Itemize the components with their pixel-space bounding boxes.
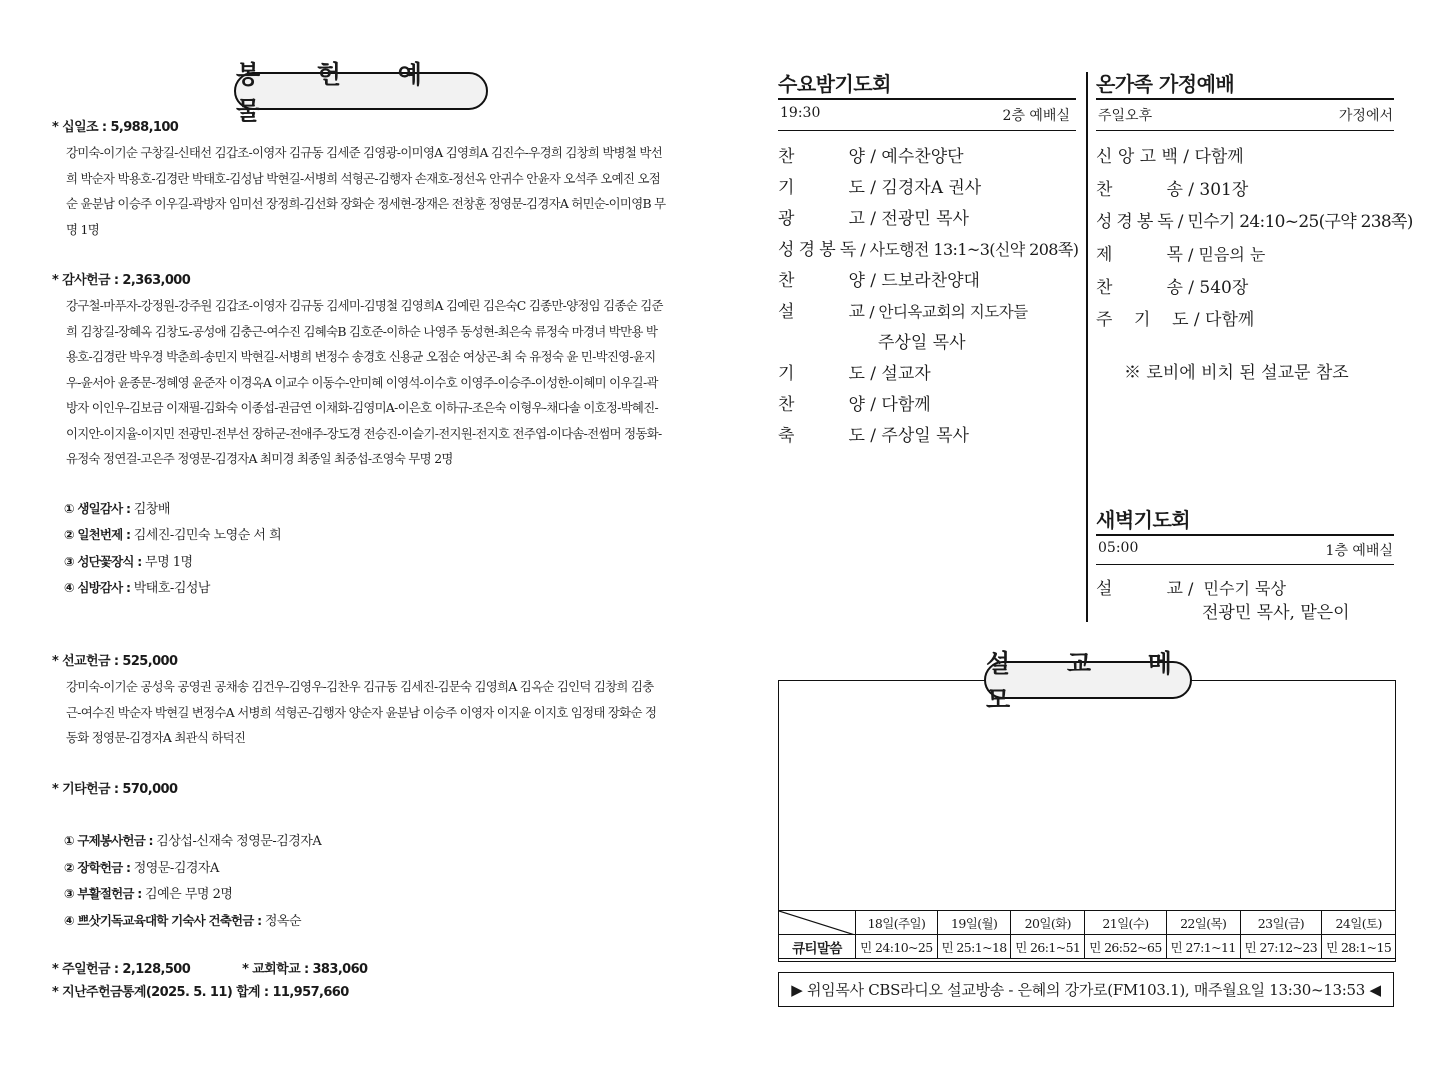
divider	[778, 130, 1076, 131]
weekly-total: * 지난주헌금통계(2025. 5. 11) 합계 : 11,957,660	[52, 985, 349, 1000]
totals-section	[52, 958, 368, 1004]
qt-verse: 민 25:1~18	[937, 935, 1011, 959]
divider	[1096, 130, 1394, 131]
order-row: 기 도 / 설교자	[778, 364, 931, 384]
tithe-title: * 십일조 : 5,988,100	[52, 120, 179, 135]
qt-verse: 민 24:10~25	[856, 935, 938, 959]
order-row: 주 기 도 / 다함께	[1096, 310, 1255, 330]
other-title: * 기타헌금 : 570,000	[52, 782, 178, 797]
wednesday-title: 수요밤기도회	[778, 72, 891, 96]
thanks-title: * 감사헌금 : 2,363,000	[52, 273, 191, 288]
other-subitem: ① 구제봉사헌금 : 김상섭-신재숙 정영문-김경자A	[64, 833, 322, 849]
divider	[1096, 534, 1394, 536]
thanks-subitem: ④ 심방감사 : 박태호-김성남	[64, 580, 210, 596]
qt-label: 큐티말씀	[779, 935, 856, 959]
order-row: 찬 송 / 540장	[1096, 278, 1249, 298]
qt-verse: 민 26:1~51	[1011, 935, 1085, 959]
mission-section	[52, 652, 666, 751]
order-row: 설 교 / 안디옥교회의 지도자들	[778, 302, 1028, 322]
other-subitem: ④ 쁘삿기독교육대학 기숙사 건축헌금 : 정옥순	[64, 912, 302, 929]
qt-day: 18일(주일)	[856, 911, 938, 935]
mission-title: * 선교헌금 : 525,000	[52, 654, 178, 669]
thanks-names: 강구철-마푸자-강정원-강주원 김갑조-이영자 김규동 김세미-김명철 김영희A 김예린 김은숙C 김종만-양정임 김종순 김준희 김창길-장혜옥 김창도-공성애 김충근-여수진 김혜숙B 김호준-이하순 나영주 동성현-최은숙 류정숙 마경녀 박만용 박용호-김경란 박우경 박춘희-송민지 박현길-서병희 변정수 송경호 신용균 오점순 여상곤-최 숙 유정숙 윤 민-박진영-윤지우-윤서아 윤종문-정혜영 윤준자 이경옥A 이교수 이동수-안미혜 이영석-이수호 이영주-이승주-이성한-이혜미 이우길-곽방자 이인우-김보금 이재필-김화숙 이종섭-권금연 이채화-김영미A-이은호 이하규-조은숙 이형우-채다솔 이호정-박혜진-이지안-이지율-이지민 전광민-전부선 장하군-전애주-장도경 전승진-이슬기-전지원-전지호 전주엽-이다솜-전썸머 정동화-유정숙 정연걸-고은주 정영문-김경자A 최미경 최종일 최중섭-조영숙 무명 2명	[66, 298, 663, 466]
other-section	[52, 780, 321, 934]
order-row: 찬 양 / 드보라찬양대	[778, 271, 980, 291]
qt-day: 22일(목)	[1166, 911, 1240, 935]
qt-corner-cell	[779, 911, 856, 935]
other-subitem: ③ 부활절헌금 : 김예은 무명 2명	[64, 886, 233, 902]
dawn-place: 1층 예배실	[1325, 543, 1393, 559]
tithe-names: 강미숙-이기순 구창길-신태선 김갑조-이영자 김규동 김세준 김영광-이미영A 김영희A 김진수-우경희 김창희 박병철 박선희 박순자 박용호-김경란 박태호-김성남 박현길-서병희 석형곤-김행자 손재호-정선옥 안귀수 안윤자 오석주 오예진 오점순 윤분남 이승주 이우길-곽방자 임미선 장정희-김선화 장화순 정세현-장재은 전창훈 정영문-김경자A 허민순-이미영B 무명 1명	[66, 145, 666, 237]
order-row: 축 도 / 주상일 목사	[778, 426, 969, 446]
sunday-offering: * 주일헌금 : 2,128,500	[52, 962, 191, 977]
family-time: 주일오후	[1098, 108, 1153, 124]
order-row: 찬 양 / 다함께	[778, 395, 931, 415]
order-row: 제 목 / 믿음의 눈	[1096, 245, 1266, 265]
dawn-time: 05:00	[1098, 540, 1139, 556]
order-row: 찬 송 / 301장	[1096, 180, 1249, 200]
dawn-title: 새벽기도회	[1096, 508, 1191, 532]
order-row: 주상일 목사	[878, 333, 966, 353]
mission-names: 강미숙-이기순 공성욱 공영권 공채송 김건우-김영우-김찬우 김규동 김세진-김문숙 김영희A 김옥순 김인덕 김창희 김충근-여수진 박순자 박현길 변정수A 서병희 석형곤-김행자 양순자 윤분남 이승주 이영자 이지윤 이지호 임정태 장화순 정동화 정영문-김경자A 최관식 하덕진	[66, 679, 657, 745]
qt-day: 20일(화)	[1011, 911, 1085, 935]
wednesday-time: 19:30	[780, 105, 821, 121]
qt-day: 21일(수)	[1085, 911, 1167, 935]
thanks-subitem: ② 일천번제 : 김세진-김민숙 노영순 서 희	[64, 527, 282, 543]
diagonal-line	[779, 911, 855, 935]
order-row: 찬 양 / 예수찬양단	[778, 147, 964, 167]
order-row: 기 도 / 김경자A 권사	[778, 178, 982, 198]
thanks-subitem: ③ 성단꽃장식 : 무명 1명	[64, 553, 193, 570]
other-subitem: ② 장학헌금 : 정영문-김경자A	[64, 859, 219, 876]
wednesday-place: 2층 예배실	[1002, 108, 1070, 124]
church-school: * 교회학교 : 383,060	[242, 962, 368, 977]
order-row: 성 경 봉 독 / 민수기 24:10~25(구약 238쪽)	[1096, 212, 1413, 232]
memo-title: 설 교 메 모	[986, 649, 1196, 714]
qt-table	[778, 910, 1396, 959]
qt-day: 19일(월)	[937, 911, 1011, 935]
order-row: 신 앙 고 백 / 다함께	[1096, 147, 1244, 167]
tithe-section	[52, 118, 666, 242]
family-title: 온가족 가정예배	[1096, 72, 1235, 96]
thanks-subitem: ① 생일감사 : 김창배	[64, 500, 170, 517]
divider	[1096, 98, 1394, 100]
qt-verse: 민 27:1~11	[1166, 935, 1240, 959]
column-divider	[1086, 72, 1088, 622]
sermon-note: ※ 로비에 비치 된 설교문 참조	[1124, 363, 1349, 383]
thanks-section	[52, 271, 666, 602]
dawn-preachers: 전광민 목사, 맡은이	[1202, 603, 1350, 623]
qt-verse: 민 27:12~23	[1240, 935, 1322, 959]
offering-title: 봉 헌 예 물	[234, 72, 488, 110]
order-row: 광 고 / 전광민 목사	[778, 209, 969, 229]
order-row: 성 경 봉 독 / 사도행전 13:1~3(신약 208쪽)	[778, 240, 1079, 260]
radio-broadcast-note: ▶ 위임목사 CBS라디오 설교방송 - 은혜의 강가로(FM103.1), 매주월요일 13:30~13:53 ◀	[778, 972, 1394, 1007]
qt-day: 24일(토)	[1322, 911, 1396, 935]
qt-verse: 민 28:1~15	[1322, 935, 1396, 959]
divider	[778, 98, 1076, 100]
qt-day: 23일(금)	[1240, 911, 1322, 935]
qt-verse: 민 26:52~65	[1085, 935, 1167, 959]
family-place: 가정에서	[1338, 108, 1393, 124]
divider	[1096, 564, 1394, 565]
dawn-sermon: 설 교 / 민수기 묵상	[1096, 579, 1286, 599]
